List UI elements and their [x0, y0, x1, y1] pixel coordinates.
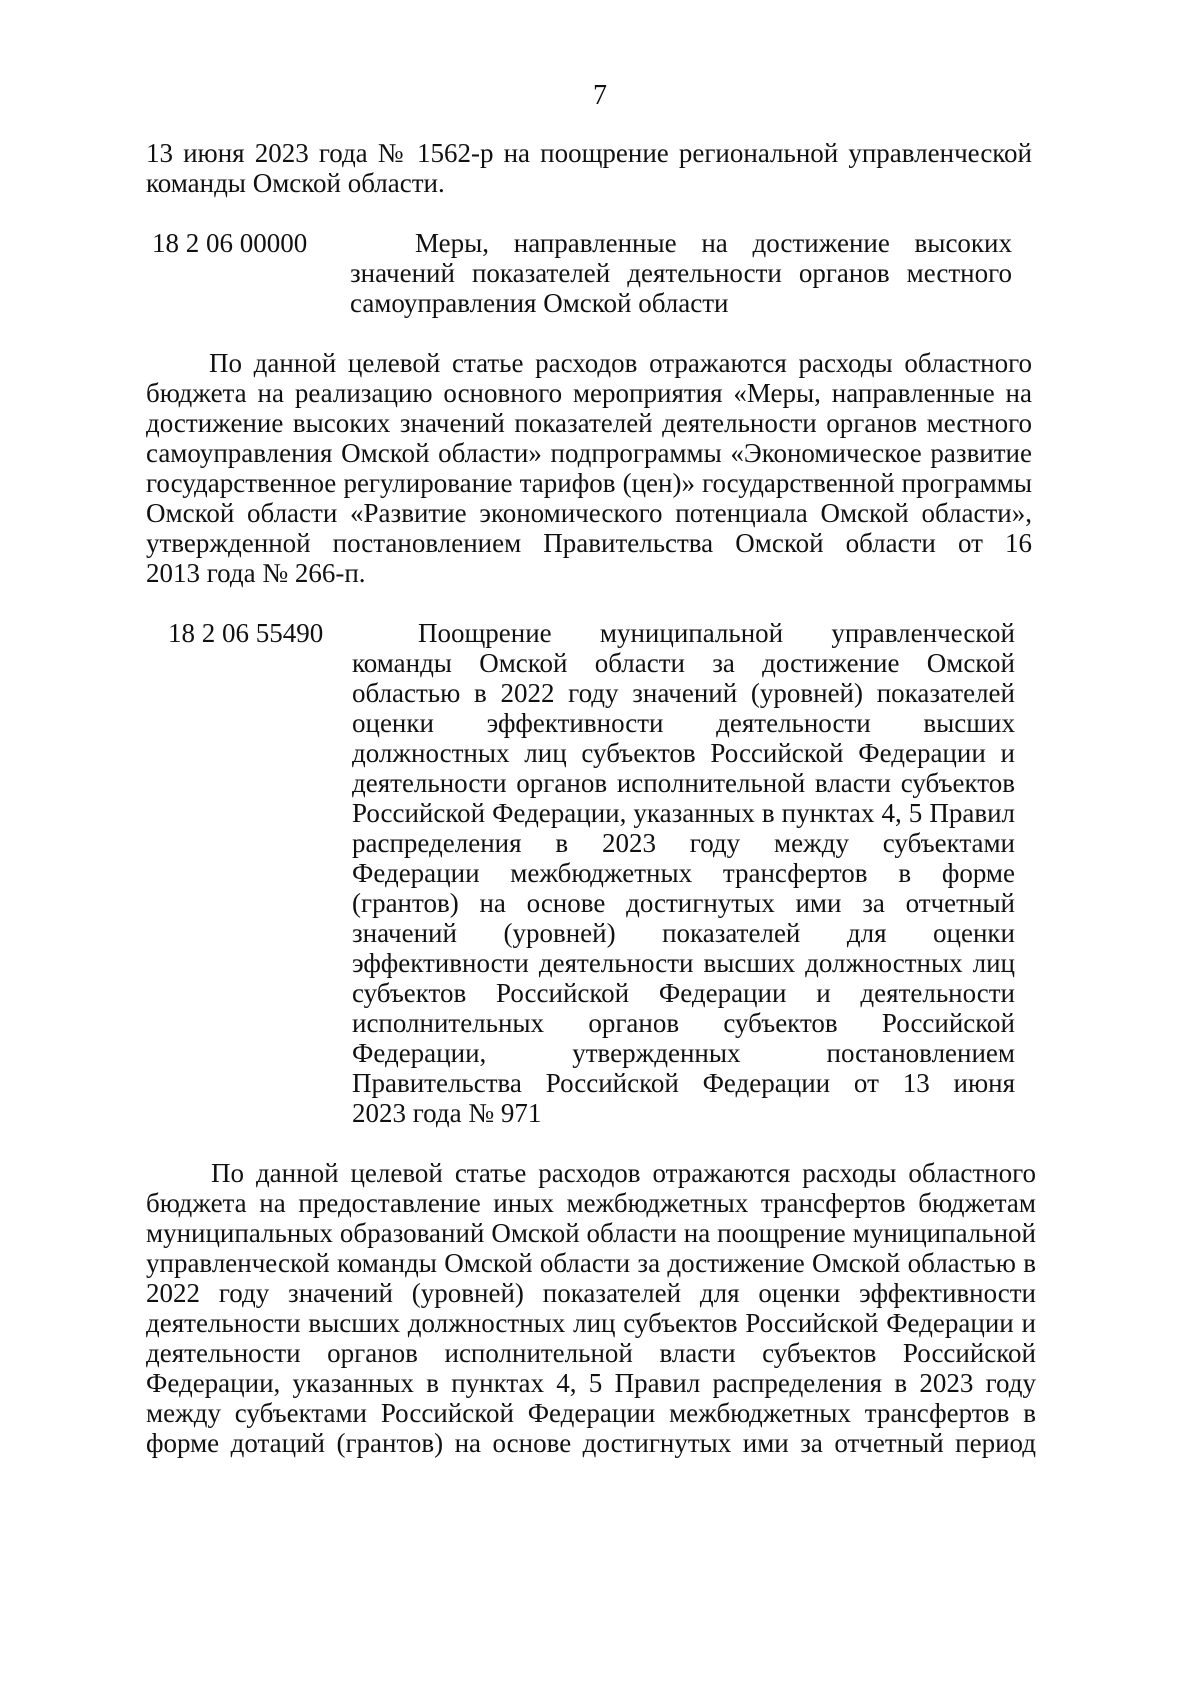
item-description-line: Федерации, утвержденных постановлением: [352, 1038, 1015, 1068]
paragraph-line: между субъектами Российской Федерации межбюджетных трансфертов в: [146, 1398, 1036, 1428]
paragraph-line: утвержденной постановлением Правительства Омской области от 16: [146, 528, 1032, 558]
paragraph-line: По данной целевой статье расходов отражаются расходы областного: [211, 1158, 1036, 1188]
item-description-line: самоуправления Омской области: [350, 288, 729, 318]
intro-line: команды Омской области.: [146, 168, 445, 198]
paragraph-line: 2022 году значений (уровней) показателей для оценки эффективности: [146, 1278, 1036, 1308]
paragraph-line: самоуправления Омской области» подпрограммы «Экономическое развитие: [146, 438, 1032, 468]
item-description-line: Правительства Российской Федерации от 13 июня: [352, 1068, 1015, 1098]
paragraph-line: По данной целевой статье расходов отражаются расходы областного: [209, 348, 1032, 378]
page-number: 7: [593, 80, 607, 111]
item-description-line: значений (уровней) показателей для оценки: [352, 918, 1015, 948]
paragraph-line: управленческой команды Омской области за достижение Омской областью в: [146, 1248, 1036, 1278]
item-description-line: эффективности деятельности высших должностных лиц: [352, 948, 1015, 978]
item-description-line: 2023 года № 971: [352, 1098, 542, 1128]
item-description-line: исполнительных органов субъектов Российской: [352, 1008, 1015, 1038]
budget-code: 18 2 06 00000: [152, 228, 308, 258]
paragraph-line: бюджета на предоставление иных межбюджетных трансфертов бюджетам: [146, 1188, 1036, 1218]
item-description-line: значений показателей деятельности органов местного: [350, 258, 1012, 288]
item-description-line: оценки эффективности деятельности высших: [352, 708, 1015, 738]
paragraph-line: государственное регулирование тарифов (цен)» государственной программы: [146, 468, 1032, 498]
paragraph-line: деятельности высших должностных лиц субъектов Российской Федерации и: [146, 1308, 1036, 1338]
item-description-line: субъектов Российской Федерации и деятельности: [352, 978, 1015, 1008]
item-description-line: деятельности органов исполнительной власти субъектов: [352, 768, 1015, 798]
item-description-line: должностных лиц субъектов Российской Федерации и: [352, 738, 1015, 768]
item-description-line: Федерации межбюджетных трансфертов в форме: [352, 858, 1015, 888]
paragraph-line: форме дотаций (грантов) на основе достигнутых ими за отчетный период: [146, 1428, 1036, 1458]
paragraph-line: Федерации, указанных в пунктах 4, 5 Правил распределения в 2023 году: [146, 1368, 1036, 1398]
paragraph-line: деятельности органов исполнительной власти субъектов Российской: [146, 1338, 1036, 1368]
item-description-line: (грантов) на основе достигнутых ими за отчетный: [352, 888, 1015, 918]
budget-code: 18 2 06 55490: [168, 618, 324, 648]
item-description-line: Российской Федерации, указанных в пунктах 4, 5 Правил: [352, 798, 1015, 828]
paragraph-line: бюджета на реализацию основного мероприятия «Меры, направленные на: [146, 378, 1032, 408]
item-description-line: Меры, направленные на достижение высоких: [415, 228, 1012, 258]
paragraph-line: Омской области «Развитие экономического потенциала Омской области»,: [146, 498, 1032, 528]
paragraph-line: 2013 года № 266-п.: [146, 558, 366, 588]
intro-line: 13 июня 2023 года № 1562-р на поощрение региональной управленческой: [146, 138, 1032, 168]
item-description-line: Поощрение муниципальной управленческой: [418, 618, 1015, 648]
item-description-line: областью в 2022 году значений (уровней) показателей: [352, 678, 1015, 708]
paragraph-line: муниципальных образований Омской области на поощрение муниципальной: [146, 1218, 1036, 1248]
paragraph-line: достижение высоких значений показателей деятельности органов местного: [146, 408, 1032, 438]
item-description-line: команды Омской области за достижение Омской: [352, 648, 1015, 678]
item-description-line: распределения в 2023 году между субъектами: [352, 828, 1015, 858]
